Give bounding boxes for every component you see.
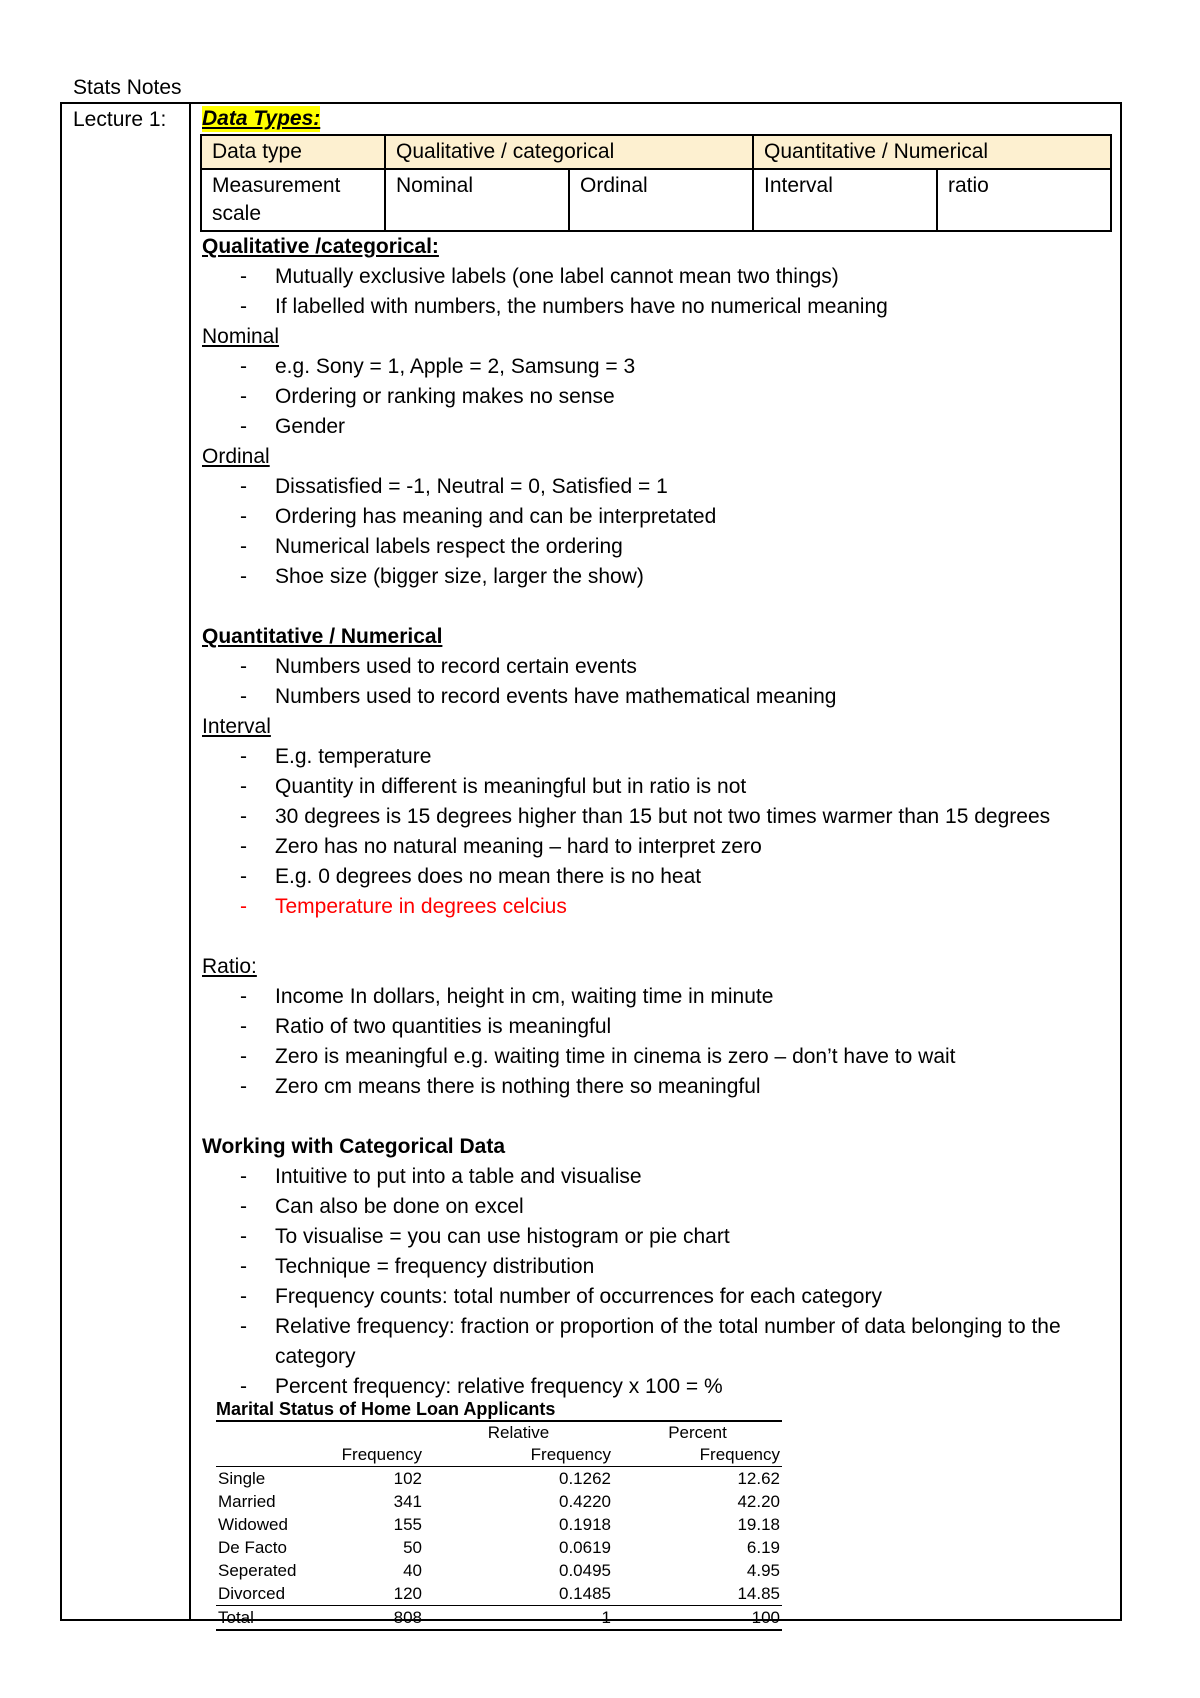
list-item: - Gender <box>202 412 1112 442</box>
table-row <box>216 1536 782 1559</box>
cell: 102 <box>393 1469 422 1488</box>
cell: Seperated <box>218 1561 297 1580</box>
row-cell: Interval <box>753 169 937 231</box>
cell: Widowed <box>218 1515 288 1534</box>
col-header <box>216 1421 310 1444</box>
list-item: - Ordering or ranking makes no sense <box>202 382 1112 412</box>
list-item: - E.g. 0 degrees does no mean there is no heat <box>202 862 1112 892</box>
data-types-header-row <box>201 135 1111 169</box>
table-row <box>216 1467 782 1491</box>
col-header <box>310 1421 424 1444</box>
marital-status-table <box>216 1420 782 1631</box>
data-types-row <box>201 169 1111 231</box>
cell: 120 <box>393 1584 422 1603</box>
list-item: - Technique = frequency distribution <box>202 1252 1112 1282</box>
header-cell: Quantitative / Numerical <box>753 135 1111 169</box>
cell: 0.0619 <box>559 1538 611 1557</box>
column-divider <box>189 102 191 1621</box>
header-cell: Qualitative / categorical <box>385 135 753 169</box>
cell: 40 <box>403 1561 422 1580</box>
col-header: Frequency <box>310 1444 424 1467</box>
cell: 0.0495 <box>559 1561 611 1580</box>
ordinal-list <box>202 472 1112 592</box>
quantitative-list <box>202 652 1112 712</box>
list-item: - Numbers used to record events have mathematical meaning <box>202 682 1112 712</box>
list-item: - Intuitive to put into a table and visualise <box>202 1162 1112 1192</box>
cell: Total <box>216 1606 310 1631</box>
spacer <box>202 1102 1112 1132</box>
interval-list <box>202 742 1112 922</box>
cell: 4.95 <box>746 1561 780 1580</box>
lecture-label: Lecture 1: <box>73 108 167 131</box>
cell: 19.18 <box>737 1515 780 1534</box>
cell: 341 <box>393 1492 422 1511</box>
table-total-row <box>216 1606 782 1631</box>
row-cell: Measurement scale <box>201 169 385 231</box>
cell: 14.85 <box>737 1584 780 1603</box>
row-cell: ratio <box>937 169 1111 231</box>
list-item: - Frequency counts: total number of occurrences for each category <box>202 1282 1112 1312</box>
spacer <box>202 592 1112 622</box>
marital-table-caption: Marital Status of Home Loan Applicants <box>216 1399 556 1419</box>
cell: Single <box>218 1469 266 1488</box>
header-cell: Data type <box>201 135 385 169</box>
ordinal-heading: Ordinal <box>202 445 270 468</box>
cell: Divorced <box>218 1584 286 1603</box>
row-cell: Nominal <box>385 169 569 231</box>
list-item: - Ratio of two quantities is meaningful <box>202 1012 1112 1042</box>
spacer <box>202 922 1112 952</box>
cell: 0.4220 <box>559 1492 611 1511</box>
list-item: - Numerical labels respect the ordering <box>202 532 1112 562</box>
list-item: - E.g. temperature <box>202 742 1112 772</box>
marital-status-table-figure <box>216 1398 782 1631</box>
data-types-table <box>200 134 1112 232</box>
list-item: - 30 degrees is 15 degrees higher than 15 but not two times warmer than 15 degrees <box>202 802 1112 832</box>
nominal-heading: Nominal <box>202 325 280 348</box>
list-item: - Numbers used to record certain events <box>202 652 1112 682</box>
cell: 808 <box>310 1606 424 1631</box>
cell: Married <box>218 1492 276 1511</box>
cell: 50 <box>403 1538 422 1557</box>
list-item: - Zero is meaningful e.g. waiting time in cinema is zero – don’t have to wait <box>202 1042 1112 1072</box>
categorical-work-heading: Working with Categorical Data <box>202 1135 505 1158</box>
col-header: Relative <box>487 1423 550 1442</box>
qualitative-list <box>202 262 1112 322</box>
qualitative-heading: Qualitative /categorical: <box>202 235 439 258</box>
categorical-work-list <box>202 1162 1112 1402</box>
list-item: - Zero has no natural meaning – hard to interpret zero <box>202 832 1112 862</box>
list-item: - Income In dollars, height in cm, waiting time in minute <box>202 982 1112 1012</box>
cell: 100 <box>613 1606 782 1631</box>
section-title: Data Types: <box>202 107 321 130</box>
nominal-list <box>202 352 1112 442</box>
list-item: - Percent frequency: relative frequency x 100 = % <box>202 1372 1112 1402</box>
table-row <box>216 1513 782 1536</box>
col-header: Percent <box>668 1423 727 1442</box>
list-item: - Shoe size (bigger size, larger the show) <box>202 562 1112 592</box>
table-header-row <box>216 1421 782 1444</box>
table-row <box>216 1490 782 1513</box>
col-header: Frequency <box>613 1444 782 1467</box>
ratio-heading: Ratio: <box>202 955 257 978</box>
lecture-content <box>202 106 1112 1631</box>
row-cell: Ordinal <box>569 169 753 231</box>
cell: 12.62 <box>737 1469 780 1488</box>
col-header: Frequency <box>424 1444 613 1467</box>
list-item: - Relative frequency: fraction or proportion of the total number of data belonging to the category <box>202 1312 1112 1372</box>
list-item: - Dissatisfied = -1, Neutral = 0, Satisfied = 1 <box>202 472 1112 502</box>
cell: 0.1918 <box>559 1515 611 1534</box>
cell: De Facto <box>218 1538 287 1557</box>
list-item-highlight: - Temperature in degrees celcius <box>202 892 1112 922</box>
cell: 42.20 <box>737 1492 780 1511</box>
table-header-row <box>216 1444 782 1467</box>
cell: 0.1262 <box>559 1469 611 1488</box>
list-item: - Ordering has meaning and can be interpretated <box>202 502 1112 532</box>
table-row <box>216 1582 782 1606</box>
cell: 0.1485 <box>559 1584 611 1603</box>
quantitative-heading: Quantitative / Numerical <box>202 625 443 648</box>
list-item: - e.g. Sony = 1, Apple = 2, Samsung = 3 <box>202 352 1112 382</box>
list-item: - Zero cm means there is nothing there so meaningful <box>202 1072 1112 1102</box>
cell: 6.19 <box>746 1538 780 1557</box>
cell: 155 <box>393 1515 422 1534</box>
list-item: - Can also be done on excel <box>202 1192 1112 1222</box>
list-item: - Mutually exclusive labels (one label cannot mean two things) <box>202 262 1112 292</box>
list-item: - To visualise = you can use histogram or pie chart <box>202 1222 1112 1252</box>
cell: 1 <box>424 1606 613 1631</box>
list-item: - If labelled with numbers, the numbers have no numerical meaning <box>202 292 1112 322</box>
table-row <box>216 1559 782 1582</box>
list-item: - Quantity in different is meaningful but in ratio is not <box>202 772 1112 802</box>
document-title: Stats Notes <box>73 76 182 99</box>
ratio-list <box>202 982 1112 1102</box>
col-header <box>216 1444 310 1467</box>
interval-heading: Interval <box>202 715 271 738</box>
